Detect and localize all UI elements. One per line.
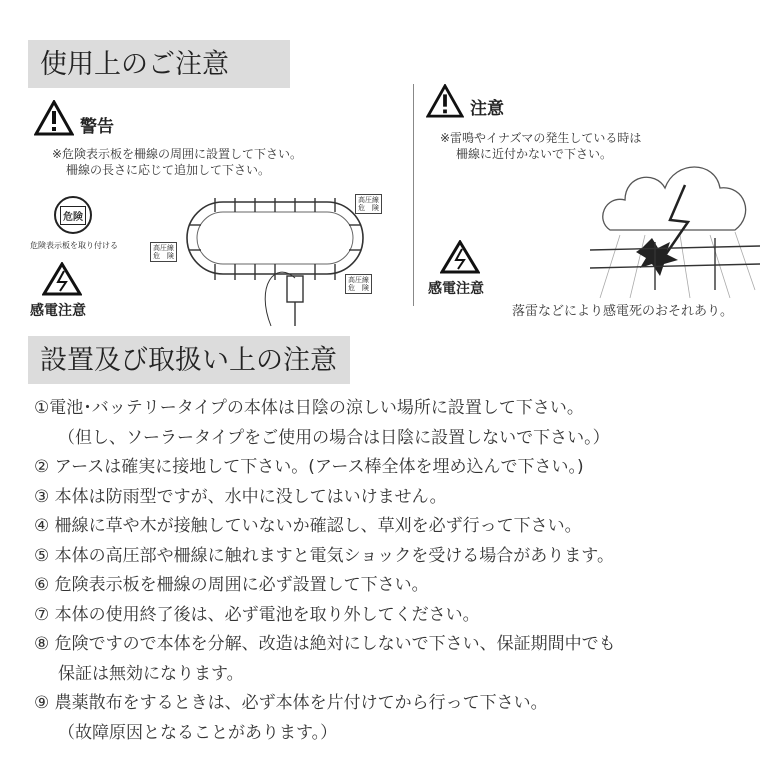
electric-shock-icon xyxy=(440,240,480,274)
danger-badge-text: 危険 xyxy=(60,206,86,225)
fence-sign-left: 高圧線 危 険 xyxy=(150,242,177,262)
install-header xyxy=(28,336,350,384)
notes-list xyxy=(34,394,616,748)
warning-triangle-icon xyxy=(34,100,74,136)
shock-label-right: 感電注意 xyxy=(428,281,484,297)
install-header-text: 設置及び取扱い上の注意 xyxy=(40,344,337,376)
note-item: （但し、ソーラータイプをご使用の場合は日陰に設置しないで下さい。） xyxy=(58,427,610,448)
fence-sign-right: 高圧線 危 険 xyxy=(345,274,372,294)
note-item: ⑥ 危険表示板を柵線の周囲に必ず設置して下さい。 xyxy=(34,575,429,595)
note-item: ② アースは確実に接地して下さい。(アース棒全体を埋め込んで下さい。) xyxy=(34,457,584,477)
warning-title: 警告 xyxy=(80,117,114,137)
danger-badge-icon xyxy=(54,196,92,234)
fence-illustration xyxy=(175,190,375,330)
caution-line-1: ※雷鳴やイナズマの発生している時は xyxy=(440,131,642,145)
usage-header xyxy=(28,40,290,88)
note-item: ④ 柵線に草や木が接触していないか確認し、草刈を必ず行って下さい。 xyxy=(34,516,582,536)
note-item: 保証は無効になります。 xyxy=(58,663,244,684)
danger-caption: 危険表示板を取り付ける xyxy=(30,241,118,250)
warning-line-2: 柵線の長さに応じて追加して下さい。 xyxy=(66,163,271,177)
usage-header-text: 使用上のご注意 xyxy=(40,48,229,80)
note-item: （故障原因となることがあります。） xyxy=(58,722,338,743)
lightning-caption: 落雷などにより感電死のおそれあり。 xyxy=(512,304,734,319)
caution-line-2: 柵線に近付かないで下さい。 xyxy=(456,147,613,161)
electric-shock-icon xyxy=(42,262,82,296)
note-item: ③ 本体は防雨型ですが、水中に没してはいけません。 xyxy=(34,486,447,507)
caution-triangle-icon xyxy=(426,84,464,118)
section-divider xyxy=(413,84,414,306)
note-item: ⑤ 本体の高圧部や柵線に触れますと電気ショックを受ける場合があります。 xyxy=(34,545,614,566)
note-item: ①電池･バッテリータイプの本体は日陰の涼しい場所に設置して下さい。 xyxy=(34,398,584,418)
note-item: ⑧ 危険ですので本体を分解、改造は絶対にしないで下さい、保証期間中でも xyxy=(34,634,616,654)
warning-line-1: ※危険表示板を柵線の周囲に設置して下さい。 xyxy=(52,147,303,161)
lightning-storm-illustration xyxy=(590,150,760,300)
caution-title: 注意 xyxy=(470,99,504,119)
shock-label-left: 感電注意 xyxy=(30,303,86,319)
note-item: ⑨ 農薬散布をするときは、必ず本体を片付けてから行って下さい。 xyxy=(34,693,548,713)
fence-sign-top: 高圧線 危 険 xyxy=(355,194,382,214)
note-item: ⑦ 本体の使用終了後は、必ず電池を取り外してください。 xyxy=(34,604,480,625)
